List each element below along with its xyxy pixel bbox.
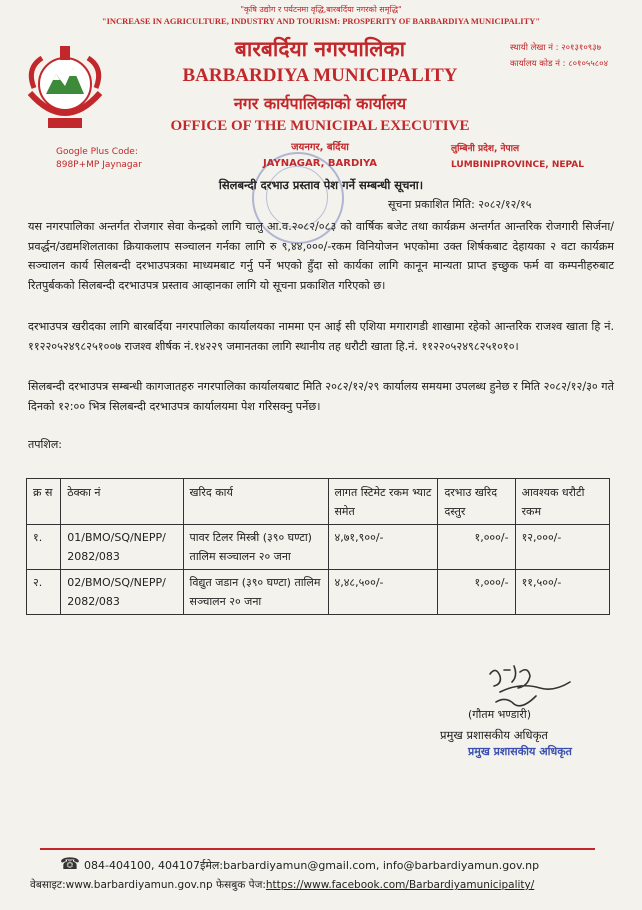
address-english: JAYNAGAR, BARDIYA [262,158,378,169]
col-header-deposit: आवश्यक धरौटी रकम [515,479,609,525]
col-header-sn: क्र स [27,479,61,525]
tender-table [26,478,610,615]
footer-web [30,878,534,892]
facebook-link[interactable]: https://www.facebook.com/Barbardiyamunicipality/ [265,879,535,891]
address-nepali: जयनगर, बर्दिया [291,142,349,153]
office-name-english: OFFICE OF THE MUNICIPAL EXECUTIVE [170,118,470,134]
municipality-emblem-logo [20,38,110,138]
cell-purchase-work: पावर टिलर मिस्त्री (३९० घण्टा) तालिम सञ्चालन २० जना [183,525,328,570]
notice-paragraph-1: यस नगरपालिका अन्तर्गत रोजगार सेवा केन्द्रको लागि चालु आ.व.२०८२/०८३ को वार्षिक बजेट तथा कार्यक्रम अन्तर्गत आन्तरिक रोजगारी सिर्जना/प्रवर्द्धन/उद्यमशिलताका क्रियाकलाप सञ्चालन गर्नका लागि रु ९,४४,०००/-रकम विनियोजन भएकोमा उक्त शिर्षकबाट देहायका २ वटा कार्यक्रम सञ्चालन कार्य सिलबन्दी दरभाउपत्रका माध्यमबाट गर्नु पर्ने भएको हुँदा सो कार्यका लागि कानून मान्यता प्राप्त इच्छुक फर्म वा कम्पनीहरुबाट रितपुर्बककाे सिलबन्दी दरभाउपत्र प्रस्ताव आव्हानका लागि यो सूचना प्रकाशित गरिएको छ। [28,220,614,292]
gpc-label: Google Plus Code: [56,147,138,157]
cell-sn: १. [27,525,61,570]
cell-deposit: १२,०००/- [515,525,609,570]
reg-label-account: स्थायी लेखा नं [510,43,553,53]
details-label: तपशिल: [28,438,63,451]
cell-contract-no: 01/BMO/SQ/NEPP/ 2082/083 [61,525,183,570]
municipality-name-english: BARBARDIYA MUNICIPALITY [182,65,458,86]
table-row [27,525,610,570]
municipality-name-nepali: बारबर्दिया नगरपालिका [234,37,406,61]
signatory-stamp: प्रमुख प्रशासकीय अधिकृत [468,745,572,758]
phone-icon: ☎ [60,854,80,873]
office-name-nepali: नगर कार्यपालिकाको कार्यालय [233,94,407,113]
slogan-english: "INCREASE IN AGRICULTURE, INDUSTRY AND TOURISM: PROSPERITY OF BARBARDIYA MUNICIPALITY" [101,16,541,26]
footer-contact: 084-404100, 404107ईमेल:barbardiyamun@gmail.com, info@barbardiyamun.gov.np [84,859,540,872]
notice-subject: सिलबन्दी दरभाउ प्रस्ताव पेश गर्ने सम्बन्धी सूचना। [218,178,424,192]
cell-bid-fee: १,०००/- [438,525,515,570]
notice-paragraph-2: दरभाउपत्र खरीदका लागि बारबर्दिया नगरपालिका कार्यालयका नाममा एन आई सी एशिया मगारागडी शाखामा रहेको आन्तरिक राजश्व खाता हि नं. ११२२०५२४९८२५१००७ राजश्व शीर्षक नं.१४२२९ जमानतका लागि स्थानीय तह धरौटी खाता हि.नं. ११२२०५२४९८२५१०१०। [28,320,614,353]
table-row [27,570,610,615]
signatory-name: (गौतम भण्डारी) [468,708,532,721]
google-plus-code [56,146,142,172]
cell-purchase-work: विद्युत जडान (३९० घण्टा) तालिम सञ्चालन २० जना [183,570,328,615]
website-text: वेबसाइट:www.barbardiyamun.gov.np फेसबुक पेज: [30,879,266,891]
slogan-nepali: "कृषि उद्योग र पर्यटनमा वृद्धि,बारबर्दिया नगरको समृद्धि" [240,5,402,14]
office-address [200,140,440,172]
reg-value-account: : २०१३१०९३७ [555,43,602,53]
reg-label-office-code: कार्यालय कोड नं [510,59,560,69]
table-header-row [27,479,610,525]
cell-bid-fee: १,०००/- [438,570,515,615]
registration-info [510,40,608,72]
reg-value-office-code: : ८०१०५५८०४ [562,59,609,69]
province-info [451,141,584,173]
col-header-cost-estimate: लागत स्टिमेट रकम भ्याट समेत [328,479,438,525]
col-header-purchase-work: खरिद कार्य [183,479,328,525]
cell-sn: २. [27,570,61,615]
publication-date: सूचना प्रकाशित मिति: २०८२/१२/१५ [388,198,532,211]
province-nepali: लुम्बिनी प्रदेश, नेपाल [451,144,520,154]
col-header-contract-no: ठेक्का नं [61,479,183,525]
footer-divider [40,848,595,850]
province-english: LUMBINIPROVINCE, NEPAL [451,160,585,170]
signatory-title: प्रमुख प्रशासकीय अधिकृत [440,728,548,742]
cell-contract-no: 02/BMO/SQ/NEPP/ 2082/083 [61,570,183,615]
cell-deposit: ११,५००/- [515,570,609,615]
gpc-value: 898P+MP Jaynagar [56,160,142,170]
cell-cost-estimate: ४,७१,९००/- [328,525,438,570]
cell-cost-estimate: ४,४८,५००/- [328,570,438,615]
col-header-bid-fee: दरभाउ खरिद दस्तुर [438,479,515,525]
notice-paragraph-3: सिलबन्दी दरभाउपत्र सम्बन्धी कागजातहरु नगरपालिका कार्यालयबाट मिति २०८२/१२/२९ कार्यालय समयमा उपलब्ध हुनेछ र मिति २०८२/१२/३० गते दिनको १२:०० भित्र सिलबन्दी दरभाउपत्र कार्यालयमा पेश गरिसक्नु पर्नेछ। [28,380,614,413]
